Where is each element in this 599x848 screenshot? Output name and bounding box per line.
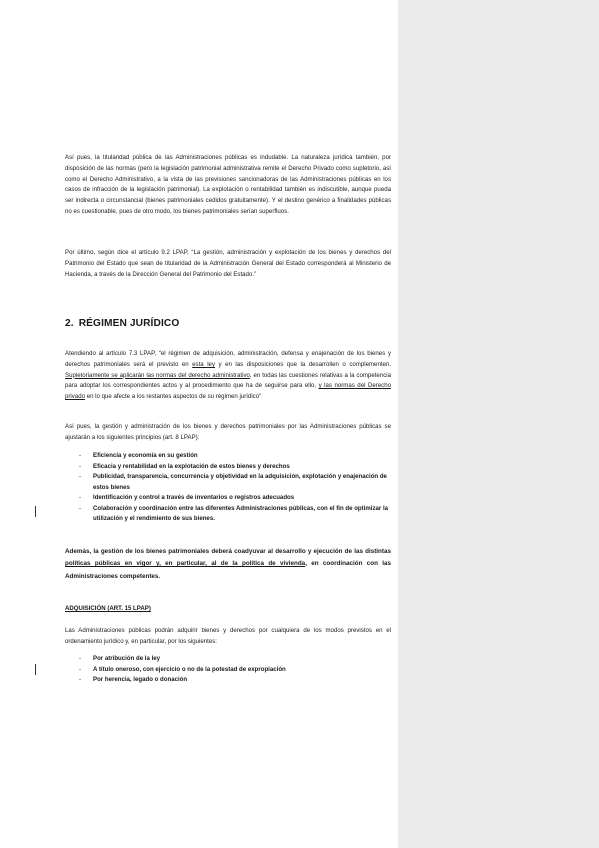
paragraph-article-9-2: Por último, según dice el artículo 9.2 LPAP, “La gestión, administración y explotación de los bienes y derechos del Patrimonio del Estado que sean de titularidad de la Administración General del Estado corresponderá al Ministerio de Hacienda, a través de la Dirección General del Patrimonio del Estado.” [65,249,391,278]
underlined-text: esta ley [192,360,215,368]
section-heading [65,318,179,329]
acquisition-list [65,654,391,686]
change-bar [35,506,36,517]
text-run: , en todas las cuestiones relativas a la competencia para adoptar los correspondientes actos y al procedimiento que ha de seguirse para ello, [65,371,391,390]
bullet-dash: - [79,676,82,683]
change-bar [35,664,36,675]
text-run: , en coordinación con las Administraciones competentes. [65,560,392,580]
paragraph-principles-intro: Así pues, la gestión y administración de los bienes y derechos patrimoniales por las Administraciones públicas se ajustarán a los siguientes principios (art. 8 LPAP): [65,423,391,441]
text-run: y en las disposiciones que la desarrollen o complementen. [215,360,391,368]
bullet-dash: - [79,494,82,501]
text-run: Además, la gestión de los bienes patrimoniales deberá coadyuvar al desarrollo y ejecución de las distintas [65,548,391,555]
bullet-dash: - [79,452,82,459]
list-item: - A título oneroso, con ejercicio o no de la potestad de expropiación [65,665,391,676]
subheading-adquisicion: ADQUISICIÓN (ART. 15 LPAP) [65,605,151,612]
list-item: - Publicidad, transparencia, concurrencia y objetividad en la adquisición, explotación y enajenación de estos bienes [79,473,387,491]
bullet-dash: - [79,655,82,662]
list-item: - Identificación y control a través de inventarios o registros adecuados [65,493,391,504]
list-item: - Por atribución de la ley [65,654,391,665]
bullet-dash: - [79,473,82,480]
list-item: - Colaboración y coordinación entre las diferentes Administraciones públicas, con el fin de optimizar la utilización y el rendimiento de sus bienes. [79,504,389,522]
bullet-dash: - [79,665,82,673]
principles-list [65,451,391,525]
bullet-dash: - [79,504,82,512]
list-item: - Eficacia y rentabilidad en la explotación de estos bienes y derechos [65,462,391,473]
comments-margin-pane [398,0,599,848]
underlined-text: Supletoriamente se aplicarán las normas del derecho administrativo [65,371,250,379]
paragraph-acquisition: Las Administraciones públicas podrán adquirir bienes y derechos por cualquiera de los modos previstos en el ordenamiento jurídico y, en particular, por los siguientes: [65,627,391,645]
section-number: 2. [65,318,74,329]
text-run: Atendiendo al artículo 7.3 LPAP, “el régimen de adquisición, administración, defensa y enajenación de los bienes y derechos patrimoniales será el previsto en [65,350,391,368]
section-title: RÉGIMEN JURÍDICO [78,318,180,329]
paragraph-housing-policy [65,546,391,583]
underlined-text: políticas públicas en vigor y, en particular, al de la política de vivienda [65,560,306,568]
list-item: - Por herencia, legado o donación [65,675,391,686]
paragraph-article-7-3 [65,349,391,403]
bullet-dash: - [79,462,82,470]
underlined-text: y las normas del Derecho privado [65,382,391,401]
text-run: en lo que afecte a los restantes aspectos de su régimen jurídico” [85,393,262,401]
paragraph-ownership: Así pues, la titularidad pública de las Administraciones públicas es indudable. La naturaleza jurídica también, por disposición de las normas (pero la legislación patrimonial administrativa remite el Derecho Privado como supletorio, así como el Derecho Administrativo, a la vista de las previsiones sancionadoras de las Administraciones públicas en los casos de infracción de la legislación patrimonial). La explotación o rentabilidad también es indiscutible, aunque pueda ser indirecta o circunstancial (bienes patrimoniales cedidos gratuitamente). Y el destino genérico a finalidades públicas no es cuestionable, pues de otro modo, los bienes patrimoniales serían superfluos. [65,154,391,215]
list-item: - Eficiencia y economía en su gestión [65,451,391,462]
